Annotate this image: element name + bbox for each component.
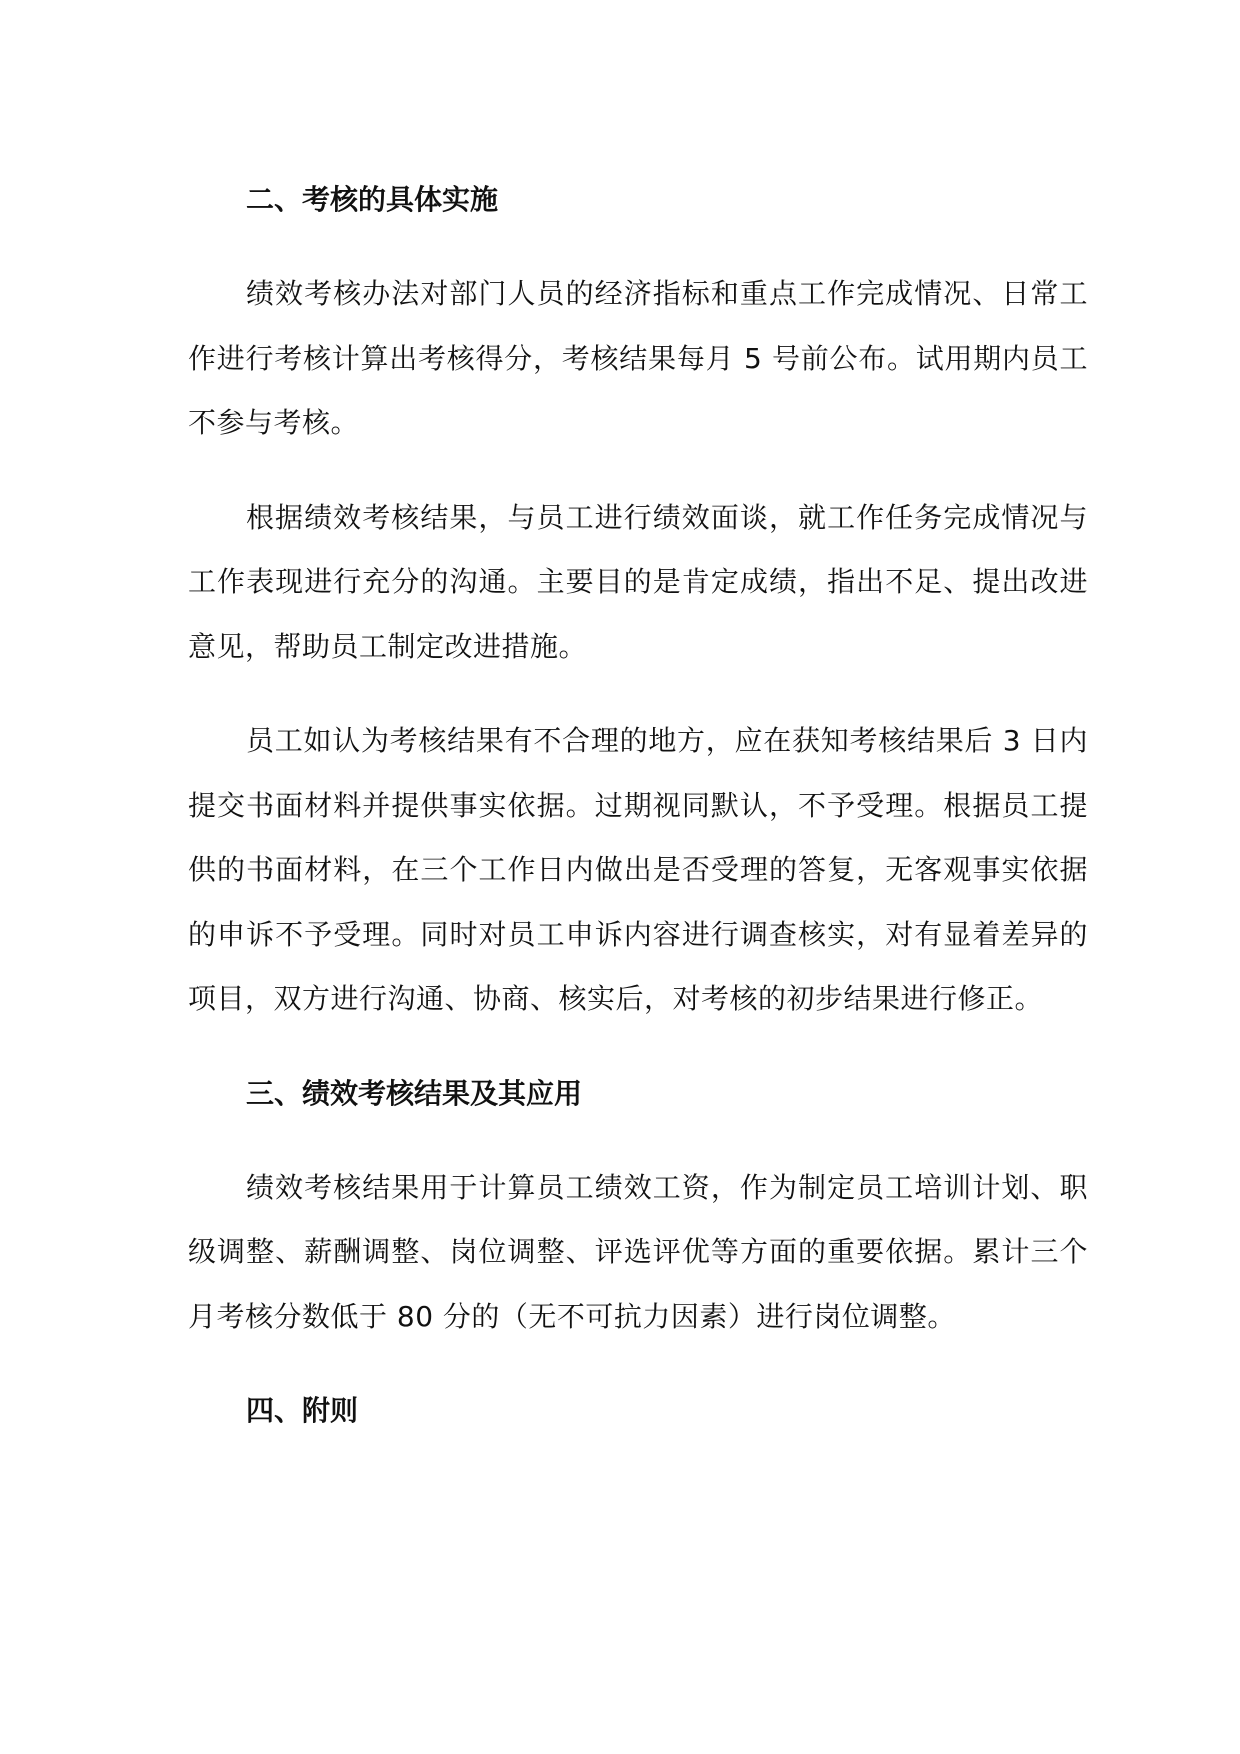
paragraph-assessment-method: 绩效考核办法对部门人员的经济指标和重点工作完成情况、日常工作进行考核计算出考核得分，考核结果每月 5 号前公布。试用期内员工不参与考核。 — [188, 277, 1088, 439]
paragraph-results-usage: 绩效考核结果用于计算员工绩效工资，作为制定员工培训计划、职级调整、薪酬调整、岗位调整、评选评优等方面的重要依据。累计三个月考核分数低于 80 分的（无不可抗力因素）进行岗位调整。 — [188, 1170, 1088, 1333]
section-heading-results-application: 三、绩效考核结果及其应用 — [246, 1076, 583, 1110]
paragraph-performance-interview: 根据绩效考核结果，与员工进行绩效面谈，就工作任务完成情况与工作表现进行充分的沟通。主要目的是肯定成绩，指出不足、提出改进意见，帮助员工制定改进措施。 — [188, 500, 1088, 663]
section-heading-supplementary: 四、附则 — [246, 1394, 359, 1427]
document-body — [188, 168, 1088, 1443]
section-heading-implementation: 二、考核的具体实施 — [246, 183, 499, 216]
paragraph-appeal-process: 员工如认为考核结果有不合理的地方，应在获知考核结果后 3 日内提交书面材料并提供事实依据。过期视同默认，不予受理。根据员工提供的书面材料，在三个工作日内做出是否受理的答复，无客观事实依据的申诉不予受理。同时对员工申诉内容进行调查核实，对有显着差异的项目，双方进行沟通、协商、核实后，对考核的初步结果进行修正。 — [188, 724, 1088, 1015]
